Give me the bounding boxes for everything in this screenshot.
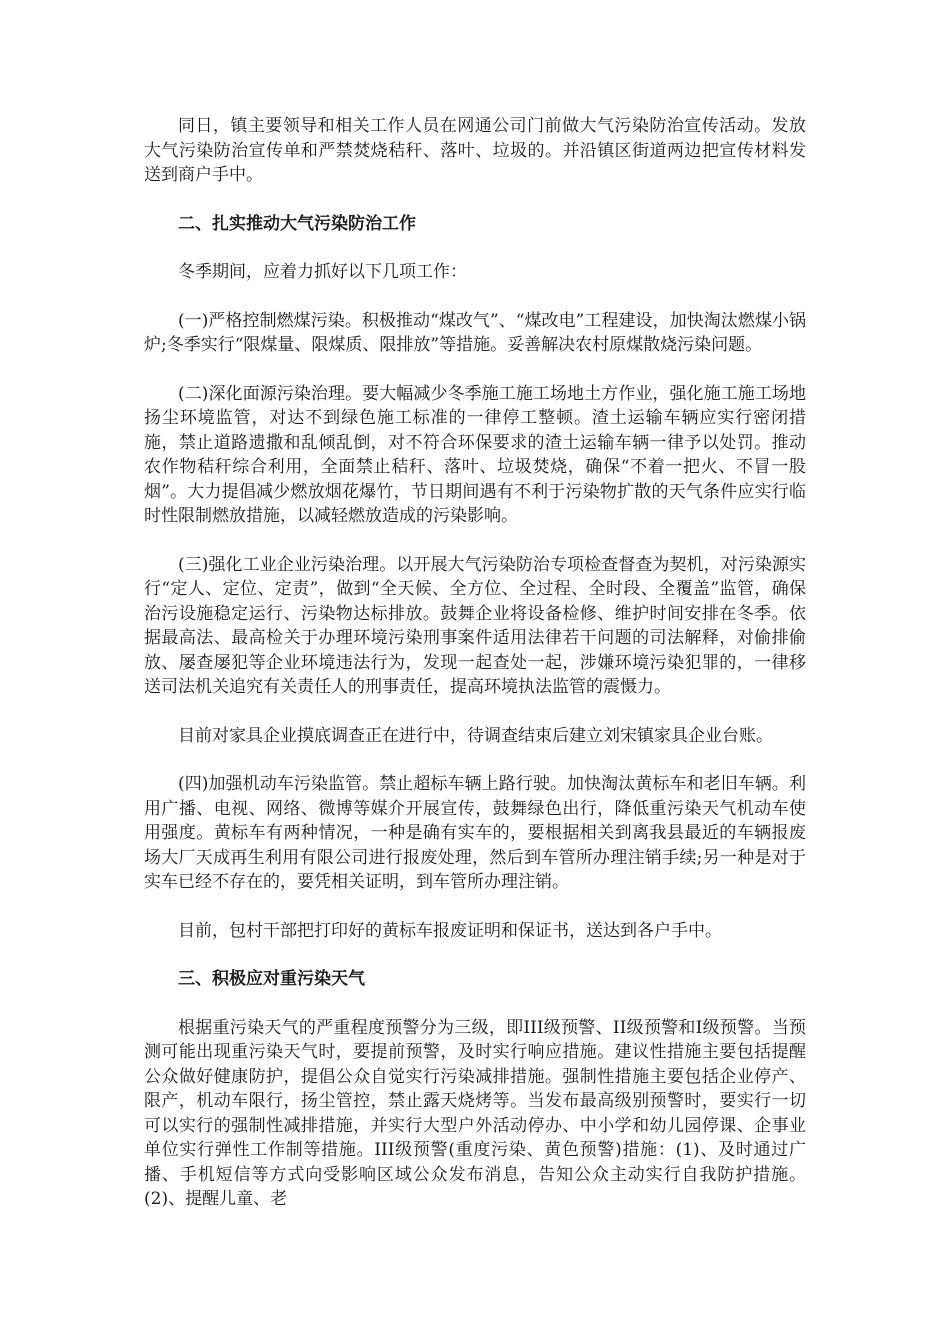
paragraph-surface-source: (二)深化面源污染治理。要大幅减少冬季施工施工场地土方作业，强化施工施工场地扬尘环境监管，对达不到绿色施工标准的一律停工整顿。渣土运输车辆应实行密闭措施，禁止道路遗撒和乱倾乱倒，对不符合环保要求的渣土运输车辆一律予以处罚。推动农作物秸秆综合利用，全面禁止秸秆、落叶、垃圾焚烧，确保“不着一把火、不冒一股烟”。大力提倡减少燃放烟花爆竹，节日期间遇有不利于污染物扩散的天气条件应实行临时性限制燃放措施，以减轻燃放造成的污染影响。 (144, 383, 806, 526)
paragraph-coal-control: (一)严格控制燃煤污染。积极推动“煤改气”、“煤改电”工程建设，加快淘汰燃煤小锅炉;冬季实行“限煤量、限煤质、限排放”等措施。妥善解决农村原煤散烧污染问题。 (144, 310, 806, 355)
paragraph-yellow-label-cars: 目前，包村干部把打印好的黄标车报废证明和保证书，送达到各户手中。 (178, 920, 722, 941)
document-body (144, 114, 806, 1212)
paragraph-vehicle-pollution: (四)加强机动车污染监管。禁止超标车辆上路行驶。加快淘汰黄标车和老旧车辆。利用广播、电视、网络、微博等媒介开展宣传，鼓舞绿色出行，降低重污染天气机动车使用强度。黄标车有两种情况，一种是确有实车的，要根据相关到离我县最近的车辆报废场大厂天成再生利用有限公司进行报废处理，然后到车管所办理注销手续;另一种是对于实车已经不存在的，要凭相关证明，到车管所办理注销。 (144, 774, 806, 892)
paragraph-publicity-activity: 同日，镇主要领导和相关工作人员在网通公司门前做大气污染防治宣传活动。发放大气污染防治宣传单和严禁焚烧秸秆、落叶、垃圾的。并沿镇区街道两边把宣传材料发送到商户手中。 (144, 116, 806, 185)
paragraph-winter-intro: 冬季期间，应着力抓好以下几项工作： (178, 262, 467, 282)
section-heading-2: 二、扎实推动大气污染防治工作 (178, 213, 416, 234)
paragraph-heavy-pollution-warning: 根据重污染天气的严重程度预警分为三级，即III级预警、II级预警和I级预警。当预测可能出现重污染天气时，要提前预警，及时实行响应措施。建议性措施主要包括提醒公众做好健康防护，提倡公众自觉实行污染减排措施。强制性措施主要包括企业停产、限产，机动车限行，扬尘管控，禁止露天烧烤等。当发布最高级别预警时，要实行一切可以实行的强制性减排措施，并实行大型户外活动停办、中小学和幼儿园停课、企事业单位实行弹性工作制等措施。III级预警(重度污染、黄色预警)措施：(1)、及时通过广播、手机短信等方式向受影响区域公众发布消息，告知公众主动实行自我防护措施。(2)、提醒儿童、老 (144, 1017, 806, 1209)
section-heading-3: 三、积极应对重污染天气 (178, 969, 365, 989)
paragraph-industrial-pollution: (三)强化工业企业污染治理。以开展大气污染防治专项检查督查为契机，对污染源实行“定人、定位、定责”，做到“全天候、全方位、全过程、全时段、全覆盖”监管，确保治污设施稳定运行、污染物达标排放。鼓舞企业将设备检修、维护时间安排在冬季。依据最高法、最高检关于办理环境污染刑事案件适用法律若干问题的司法解释，对偷排偷放、屡查屡犯等企业环境违法行为，发现一起查处一起，涉嫌环境污染犯罪的，一律移送司法机关追究有关责任人的刑事责任，提高环境执法监管的震慑力。 (144, 554, 806, 697)
paragraph-furniture-survey: 目前对家具企业摸底调查正在进行中，待调查结束后建立刘宋镇家具企业台账。 (178, 725, 773, 746)
